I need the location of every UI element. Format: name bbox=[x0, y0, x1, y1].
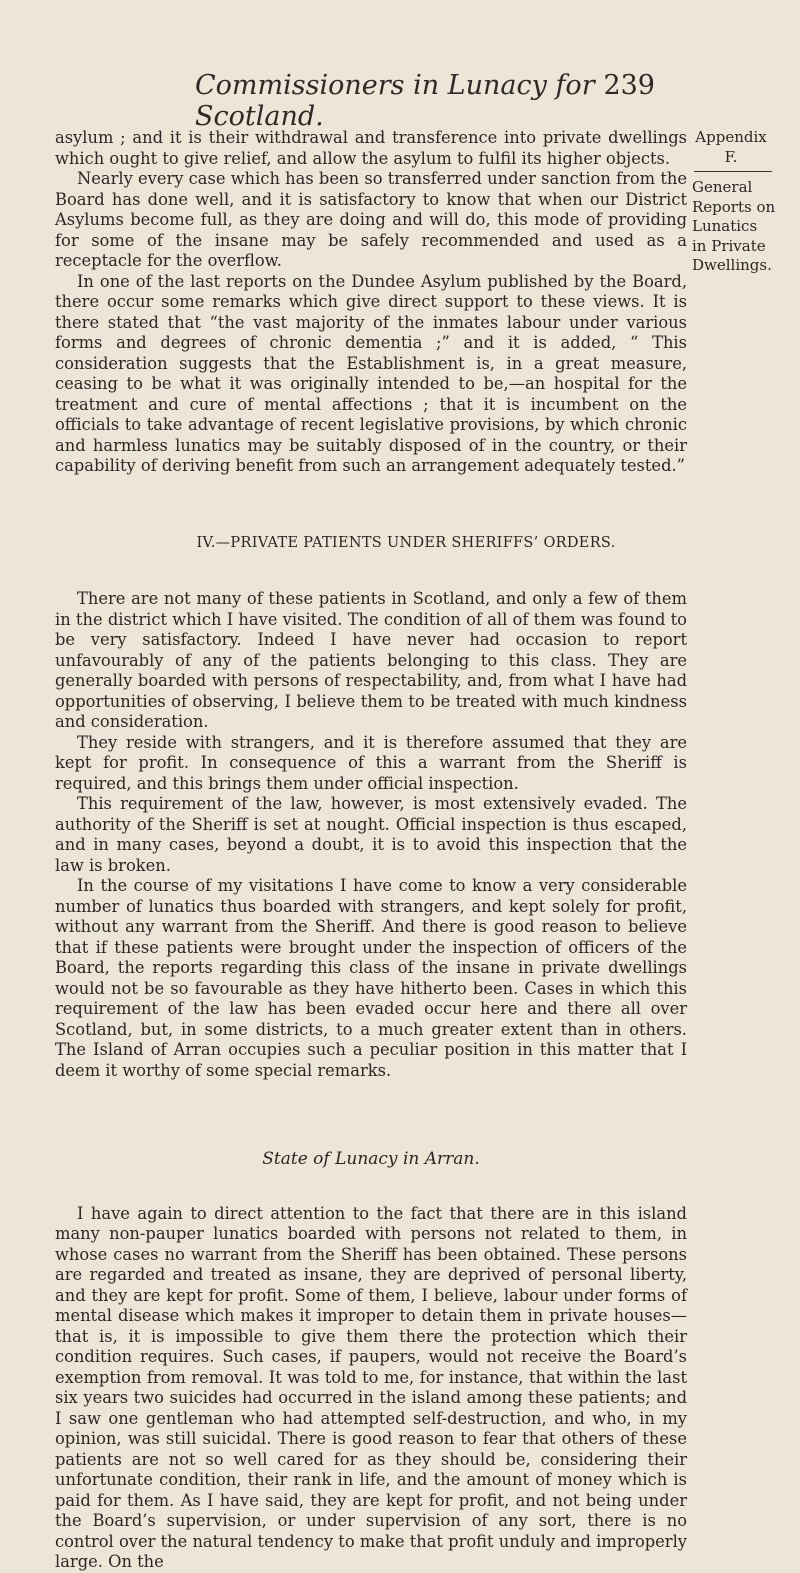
appendix-letter: F. bbox=[724, 147, 738, 166]
paragraph: There are not many of these patients in Scotland, and only a few of them in the district which I have visited. The condition of all of them was found to be very satisfactory. Indeed I have never had occasion to report unfavourably of any of the patients belonging to this class. They are generally boarded with persons of respectability, and, from what I have had opportunities of observing, I believe them to be treated with much kindness and consideration. bbox=[55, 589, 687, 731]
margin-divider bbox=[694, 171, 772, 172]
paragraph: asylum ; and it is their withdrawal and transference into private dwellings which ought to give relief, and allow the asylum to fulfil its higher objects. bbox=[55, 128, 687, 168]
paragraph: I have again to direct attention to the fact that there are in this island many non-pauper lunatics boarded with persons not related to them, in whose cases no warrant from the Sheriff has been obtained. These persons are regarded and treated as insane, they are deprived of personal liberty, and they are kept for profit. Some of them, I believe, labour under forms of mental disease which makes it improper to detain them in private houses—that is, it is impossible to give them there the protection which their condition requires. Such cases, if paupers, would not receive the Board’s exemption from removal. It was told to me, for instance, that within the last six years two suicides had occurred in the island among these patients; and I saw one gentleman who had attempted self-destruction, and who, in my opinion, was still suicidal. There is good reason to fear that others of these patients are not so well cared for as they should be, considering their unfortunate condition, their rank in life, and the amount of money which is paid for them. As I have said, they are kept for profit, and not being under the Board’s supervision, or under supervision of any sort, there is no control over the natural tendency to make that profit unduly and improperly large. On the bbox=[55, 1203, 687, 1571]
running-head-title: Commissioners in Lunacy for Scotland. bbox=[195, 70, 595, 132]
paragraph: They reside with strangers, and it is therefore assumed that they are kept for profit. In consequence of this a warrant from the Sheriff is required, and this brings them under official inspection. bbox=[55, 732, 687, 793]
paragraph: In the course of my visitations I have come to know a very considerable number of lunatics thus boarded with strangers, and kept solely for profit, without any warrant from the Sheriff. And there is good reason to believe that if these patients were brought under the inspection of officers of the Board, the reports regarding this class of the insane in private dwellings would not be so favourable as they have hitherto been. Cases in which this requirement of the law has been evaded occur here and there all over Scotland, but, in some districts, to a much greater extent than in others. The Island of Arran occupies such a peculiar position in this matter that I deem it worthy of some special remarks. bbox=[55, 876, 687, 1080]
margin-topic-line: Lunatics bbox=[692, 217, 758, 235]
paragraph: This requirement of the law, however, is most extensively evaded. The authority of the Sheriff is set at nought. Official inspection is thus escaped, and in many cases, beyond a doubt, it is to avoid this inspection that the law is broken. bbox=[55, 794, 687, 875]
margin-topic-line: General bbox=[692, 178, 753, 196]
sub-heading: State of Lunacy in Arran. bbox=[262, 1149, 480, 1169]
appendix-label: Appendix bbox=[695, 128, 767, 146]
margin-topic-line: Reports on bbox=[692, 197, 776, 216]
paragraph: In one of the last reports on the Dundee Asylum published by the Board, there occur some remarks which give direct support to these views. It is there stated that “the vast majority of the inmates labour under various forms and degrees of chronic dementia ;” and it is added, “ This consideration suggests that the Establishment is, in a great measure, ceasing to be what it was originally intended to be,—an hospital for the treatment and cure of mental affections ; that it is incumbent on the officials to take advantage of recent legislative provisions, by which chronic and harmless lunatics may be suitably disposed of in the country, or their capability of deriving benefit from such an arrangement adequately tested.” bbox=[55, 271, 687, 475]
paragraph: Nearly every case which has been so transferred under sanction from the Board has done well, and it is satisfactory to know that when our District Asylums become full, as they are doing and will do, this mode of providing for some of the insane may be safely recommended and used as a receptacle for the overflow. bbox=[55, 169, 687, 270]
margin-topic-line: in Private bbox=[692, 236, 766, 255]
page-number: 239 bbox=[603, 70, 655, 101]
body-text bbox=[55, 128, 687, 1573]
margin-topic-line: Dwellings. bbox=[692, 256, 772, 274]
section-heading: IV.—PRIVATE PATIENTS UNDER SHERIFFS’ ORDERS. bbox=[196, 534, 616, 551]
running-head bbox=[195, 70, 715, 132]
margin-note bbox=[692, 128, 800, 276]
